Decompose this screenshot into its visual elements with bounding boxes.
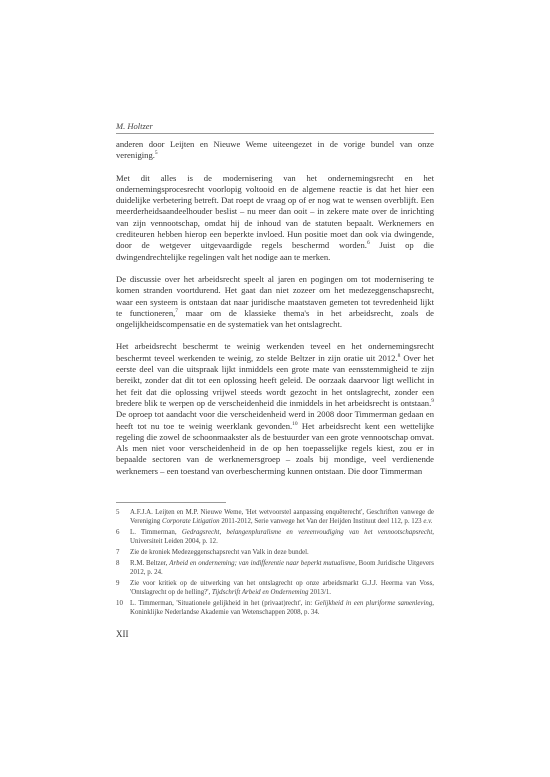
footnote-italic-title: Arbeid en onderneming; van indifferentie naar beperkt mutualisme bbox=[169, 560, 356, 567]
paragraph-text: maar om de klassieke thema's in het arbeidsrecht, zoals de ongelijkheidscompensatie en de systematiek van het ontslagrecht. bbox=[116, 307, 434, 330]
footnote-text-part: , Boom Juridische Uitgevers 2012, p. 24. bbox=[130, 560, 434, 576]
footnote-reference[interactable]: 8 bbox=[397, 352, 401, 359]
body-paragraph bbox=[116, 173, 434, 263]
footnote-text bbox=[130, 548, 434, 557]
footnote-text-part: A.F.J.A. Leijten en M.P. Nieuwe Weme, 'Het wetvoorstel aanpassing enquêterecht', Geschriften vanwege de Vereniging bbox=[130, 509, 434, 525]
footnote-text bbox=[130, 528, 434, 546]
body-paragraph bbox=[116, 139, 434, 162]
footnote-text-part: Zie voor kritiek op de uitwerking van het ontslagrecht op onze arbeidsmarkt G.J.J. Heerma van Voss, 'Ontslagrecht op de helling?', bbox=[130, 580, 434, 596]
footnote-italic-title: Gedragsrecht, belangenpluralisme en vereenvoudiging van het vennootschapsrecht bbox=[181, 529, 433, 536]
paragraph-text: Het arbeidsrecht kent een wettelijke regeling die zowel de schoonmaakster als de bestuurder van een grote vennootschap omvat. Als men niet voor verscheidenheid in de op hen toepasselijke regels kiest, zou er in bepaalde sectoren van de werknemersgroep – zoals bij mondige, veel verdienende werknemers – een toestand van overbescherming kunnen ontstaan. Die door Timmerman bbox=[116, 420, 434, 476]
footnote-text bbox=[130, 559, 434, 577]
body-paragraph bbox=[116, 341, 434, 477]
footnotes bbox=[116, 508, 434, 619]
footnote bbox=[116, 579, 434, 597]
paragraph-text: Juist op die dwingendrechtelijke regelingen valt het nodige aan te merken. bbox=[116, 240, 434, 262]
footnote-text bbox=[130, 599, 434, 617]
footnote-number: 7 bbox=[116, 549, 120, 556]
footnote-reference[interactable]: 6 bbox=[366, 240, 370, 247]
footnote-text-part: , Koninklijke Nederlandse Akademie van Wetenschappen 2008, p. 34. bbox=[130, 600, 434, 616]
footnote bbox=[116, 508, 434, 526]
paragraph-text: anderen door Leijten en Nieuwe Weme uiteengezet in de vorige bundel van onze vereniging. bbox=[116, 139, 434, 161]
footnote-text bbox=[130, 579, 434, 597]
footnote bbox=[116, 599, 434, 617]
paragraph-text: De oproep tot aandacht voor die verscheidenheid werd in 2008 door Timmerman gedaan en heeft tot nu toe te weinig weerklank gevonden. bbox=[116, 409, 434, 431]
footnote-italic-title: e.v. bbox=[423, 518, 433, 525]
footnote bbox=[116, 559, 434, 577]
footnote-reference[interactable]: 7 bbox=[175, 308, 179, 314]
footnote-reference[interactable]: 10 bbox=[292, 420, 298, 427]
footnote-text-part: L. Timmerman, bbox=[130, 529, 182, 536]
paragraph-text: De discussie over het arbeidsrecht speelt al jaren en pogingen om tot modernisering te komen stranden voortdurend. Het gaat dan niet zozeer om het medezeggenschapsrecht, waar een systeem is ontstaan dat naar juridische maatstaven gemeten tot tevredenheid lijkt te functioneren, bbox=[116, 273, 434, 318]
footnote-text bbox=[130, 508, 434, 526]
footnote-reference[interactable]: 5 bbox=[154, 150, 158, 157]
footnote-number: 8 bbox=[116, 560, 120, 567]
footnote-number: 9 bbox=[116, 580, 120, 587]
header-rule bbox=[116, 133, 434, 134]
paragraph-text: Over het eerste deel van die uitspraak lijkt inmiddels een grote mate van eensstemmigheid te zijn bereikt, zonder dat dit tot een oplossing heeft geleid. De oorzaak daarvoor ligt wellicht in het feit dat die oplossing vrijwel steeds wordt gezocht in het ontslagrecht, zonder een bredere blik te werpen op de verscheidenheid die inmiddels in het arbeidsrecht is ontstaan. bbox=[116, 352, 434, 408]
footnote-italic-title: Tijdschrift Arbeid en Onderneming bbox=[211, 589, 309, 596]
footnote-number: 6 bbox=[116, 529, 120, 536]
footnote-number: 5 bbox=[116, 509, 120, 516]
footnote-reference[interactable]: 9 bbox=[431, 398, 434, 405]
paragraph-text: Het arbeidsrecht beschermt te weinig werkenden teveel en het ondernemingsrecht beschermt teveel werkenden te weinig, zo stelde Beltzer in zijn oratie uit 2012. bbox=[116, 341, 434, 363]
running-head-author: M. Holtzer bbox=[116, 121, 153, 131]
footnote-italic-title: Corporate Litigation bbox=[161, 518, 220, 525]
footnote bbox=[116, 548, 434, 557]
footnote-text-part: L. Timmerman, 'Situationele gelijkheid in het (privaat)recht', in: bbox=[130, 600, 315, 607]
footnote-text-part: , Universiteit Leiden 2004, p. 12. bbox=[130, 529, 435, 545]
body-text bbox=[116, 139, 434, 477]
paragraph-text: Met dit alles is de modernisering van het ondernemingsrecht en het ondernemingsprocesrecht voorlopig voltooid en de algemene reactie is dat het hier een duidelijke verbetering betreft. Dat roept de vraag op of er nog wat te wensen overblijft. Een meerderheidsaandeelhouder beslist – nu meer dan ooit – in zekere mate over de inrichting van zijn vennootschap, omdat hij de inhoud van de statuten bepaalt. Werknemers en crediteuren hebben hierop een beperkte invloed. Hun positie moet dan ook via dwingende, door de wetgever uitgevaardigde regels beschermd worden. bbox=[116, 172, 434, 251]
footnote bbox=[116, 528, 434, 546]
footnote-separator bbox=[116, 502, 226, 503]
footnote-text-part: R.M. Beltzer, bbox=[130, 560, 170, 567]
footnote-number: 10 bbox=[116, 600, 123, 607]
footnote-italic-title: Gelijkheid in een pluriforme samenleving bbox=[314, 600, 433, 607]
body-paragraph bbox=[116, 274, 434, 330]
page-number: XII bbox=[116, 629, 129, 639]
footnote-text-part: 2011-2012, Serie vanwege het Van der Heijden Instituut deel 112, p. 123 bbox=[219, 518, 424, 525]
footnote-text-part: Zie de kroniek Medezeggenschapsrecht van Valk in deze bundel. bbox=[130, 549, 309, 556]
footnote-text-part: 2013/1. bbox=[308, 589, 332, 596]
